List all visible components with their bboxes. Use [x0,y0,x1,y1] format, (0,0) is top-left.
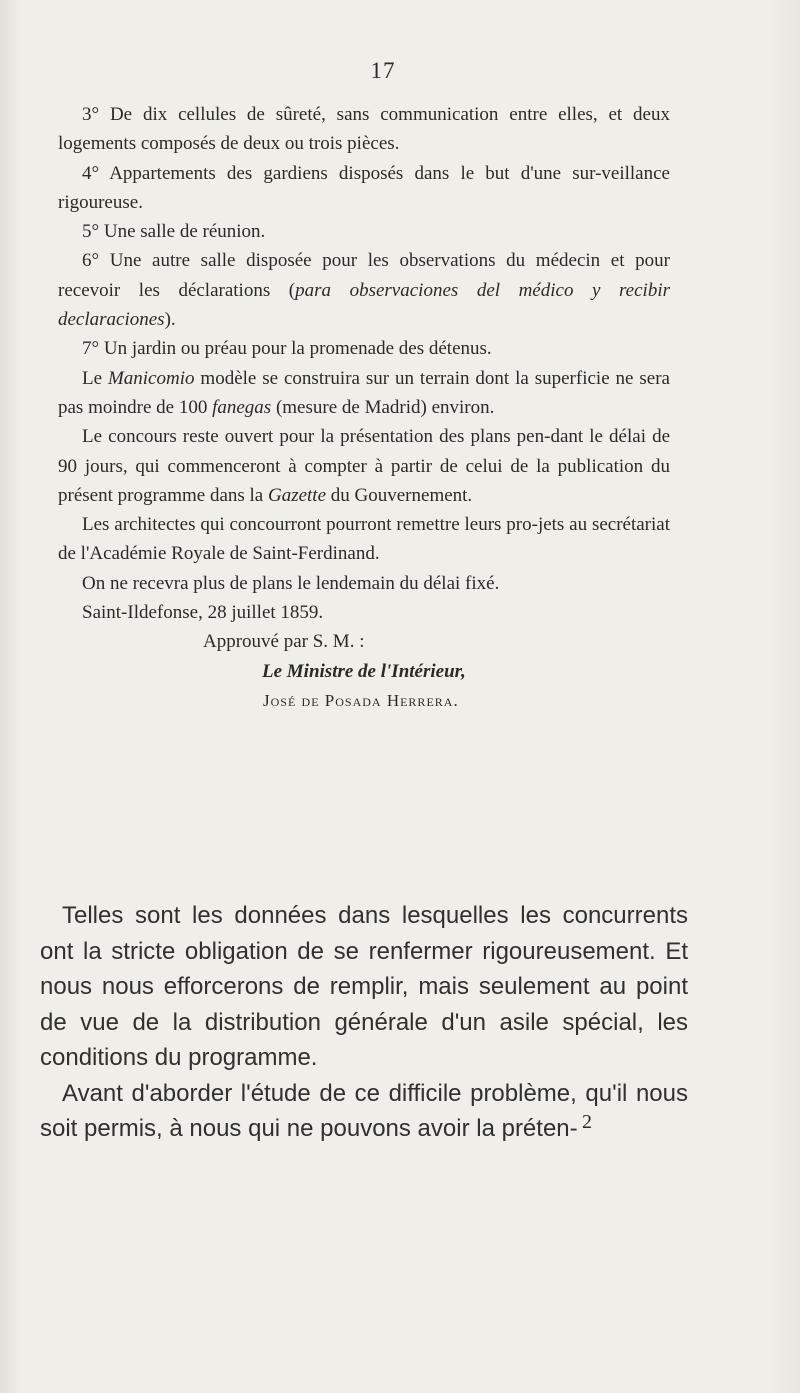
commentary-paragraph-2: Avant d'aborder l'étude de ce difficile problème, qu'il nous soit permis, à nous qui ne pouvons avoir la préten- [40,1079,688,1142]
item-3: 3° De dix cellules de sûreté, sans communication entre elles, et deux logements composés de deux ou trois pièces. [58,104,670,155]
plans-paragraph: On ne recevra plus de plans le lendemain du délai fixé. [82,572,500,594]
concours-paragraph: Le concours reste ouvert pour la présentation des plans pen-dant le délai de 90 jours, qui commenceront à compter à partir de celui de la publication du présent programme dans la Gazette du Gouvernement. [58,426,670,506]
manicomio-paragraph: Le Manicomio modèle se construira sur un terrain dont la superficie ne sera pas moindre de 100 fanegas (mesure de Madrid) environ. [58,367,670,418]
minister-line: Le Ministre de l'Intérieur, [262,660,466,682]
signature-line: José de Posada Herrera. [263,690,459,710]
page-number: 17 [370,58,396,83]
commentary-text [40,898,688,1147]
approved-line: Approuvé par S. M. : [203,631,365,653]
programme-text [58,100,670,715]
sheet-signature: 2 [582,1111,592,1133]
date-line: Saint-Ildefonse, 28 juillet 1859. [82,602,324,624]
commentary-paragraph-1: Telles sont les données dans lesquelles les concurrents ont la stricte obligation de se renfermer rigoureusement. Et nous nous efforcerons de remplir, mais seulement au point de vue de la distribution générale d'un asile spécial, les conditions du programme. [40,902,688,1071]
architectes-paragraph: Les architectes qui concourront pourront remettre leurs pro-jets au secrétariat de l'Académie Royale de Saint-Ferdinand. [58,514,670,565]
item-4: 4° Appartements des gardiens disposés dans le but d'une sur-veillance rigoureuse. [58,162,670,213]
item-7: 7° Un jardin ou préau pour la promenade des détenus. [82,338,492,360]
item-6: 6° Une autre salle disposée pour les observations du médecin et pour recevoir les déclarations (para observaciones del médico y recibir declaraciones). [58,250,670,331]
item-5: 5° Une salle de réunion. [82,221,266,243]
